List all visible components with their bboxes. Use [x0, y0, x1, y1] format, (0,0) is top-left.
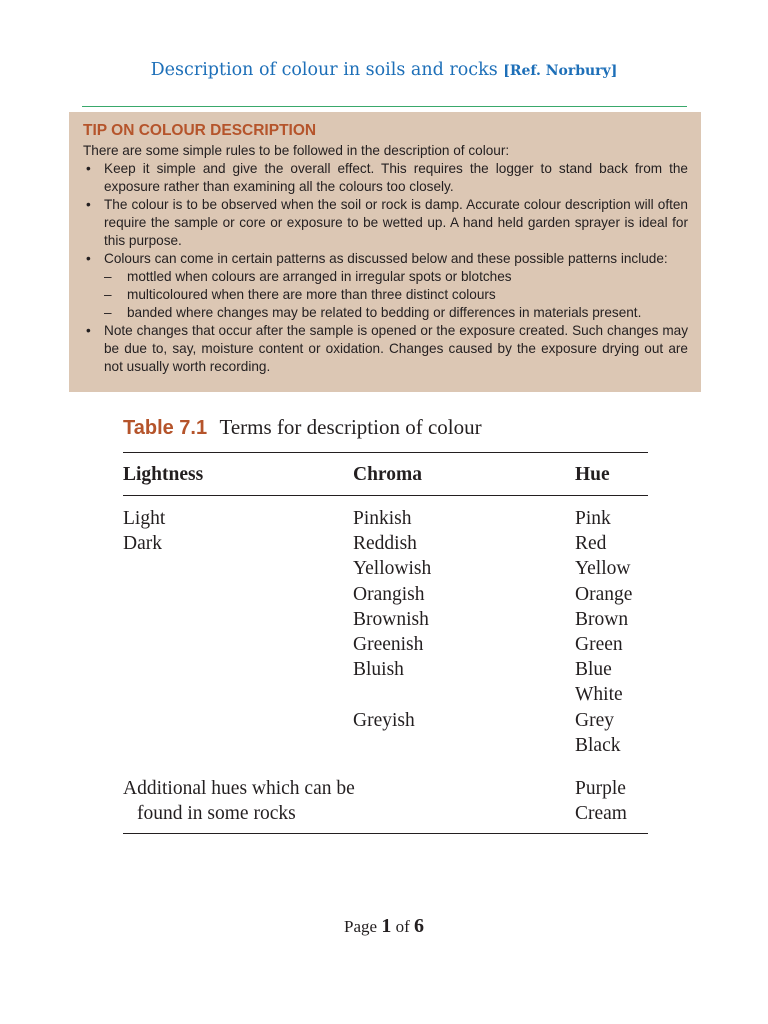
page-number	[0, 915, 768, 938]
table-header-rule	[123, 495, 648, 496]
pattern-sub-list	[104, 268, 688, 322]
chroma-cell: Greyish	[353, 709, 415, 731]
additional-hues-label-continued: found in some rocks	[137, 803, 296, 824]
hue-cell: Orange	[575, 583, 633, 605]
tip-item-text: The colour is to be observed when the soil or rock is damp. Accurate colour description will often require the sample or core or exposure to be wetted up. A hand held garden sprayer is ideal for this purpose.	[104, 197, 688, 248]
column-header-lightness: Lightness	[123, 464, 204, 485]
bullet-icon: •	[86, 251, 91, 266]
page-label: Page	[344, 917, 378, 936]
dash-icon: –	[104, 305, 112, 320]
table-top-rule	[123, 452, 648, 453]
tip-heading: TIP ON COLOUR DESCRIPTION	[83, 122, 317, 139]
hue-cell: Red	[575, 533, 607, 555]
total-pages: 6	[413, 915, 424, 937]
tip-item-text: Note changes that occur after the sample is opened or the exposure created. Such changes may be due to, say, moisture content or oxidation. Changes caused by the exposure drying out are not usually worth recording.	[104, 323, 688, 374]
tip-item	[83, 196, 688, 250]
chroma-cell: Reddish	[353, 533, 417, 555]
hue-cell: Yellow	[575, 558, 631, 580]
current-page: 1	[381, 915, 392, 937]
document-title	[0, 60, 768, 80]
hue-cell: White	[575, 684, 623, 706]
tip-item	[83, 322, 688, 376]
tip-box	[69, 112, 701, 392]
hue-cell: Pink	[575, 508, 611, 529]
sub-item-text: multicoloured when there are more than three distinct colours	[127, 287, 496, 302]
hue-cell: Black	[575, 734, 621, 756]
additional-hue-cell: Cream	[575, 803, 627, 824]
bullet-icon: •	[86, 161, 91, 176]
sub-item	[104, 286, 688, 304]
chroma-cell: Orangish	[353, 583, 425, 605]
column-header-chroma: Chroma	[353, 464, 422, 485]
lightness-cell: Dark	[123, 533, 162, 555]
hue-cell: Blue	[575, 659, 612, 681]
tip-item	[83, 160, 688, 196]
hue-cell: Brown	[575, 608, 629, 630]
dash-icon: –	[104, 269, 112, 284]
tip-item-text: Keep it simple and give the overall effect. This requires the logger to stand back from the exposure rather than examining all the colours too closely.	[104, 161, 688, 194]
hue-cell: Green	[575, 634, 623, 655]
chroma-cell: Greenish	[353, 634, 424, 655]
tip-list	[83, 160, 688, 376]
sub-item-text: banded where changes may be related to bedding or differences in materials present.	[127, 305, 642, 320]
lightness-cell: Light	[123, 508, 166, 529]
sub-item	[104, 268, 688, 286]
title-text: Description of colour in soils and rocks	[150, 60, 498, 80]
tip-item	[83, 250, 688, 322]
title-reference: [Ref. Norbury]	[503, 63, 618, 79]
of-label: of	[395, 917, 410, 936]
additional-hue-cell: Purple	[575, 778, 626, 799]
hue-cell: Grey	[575, 709, 614, 731]
dash-icon: –	[104, 287, 112, 302]
table-bottom-rule	[123, 833, 648, 834]
additional-hues-label: Additional hues which can be	[123, 778, 355, 799]
table-number: Table 7.1	[123, 417, 208, 439]
bullet-icon: •	[86, 197, 91, 212]
table-caption	[123, 414, 683, 441]
bullet-icon: •	[86, 323, 91, 338]
chroma-cell: Yellowish	[353, 558, 432, 580]
chroma-cell: Brownish	[353, 608, 429, 630]
chroma-cell: Bluish	[353, 659, 404, 681]
tip-item-text: Colours can come in certain patterns as discussed below and these possible patterns include:	[104, 251, 668, 266]
tip-intro: There are some simple rules to be followed in the description of colour:	[83, 143, 510, 158]
sub-item	[104, 304, 688, 322]
sub-item-text: mottled when colours are arranged in irregular spots or blotches	[127, 269, 512, 284]
column-header-hue: Hue	[575, 464, 610, 485]
table-caption-text: Terms for description of colour	[219, 415, 482, 439]
chroma-cell: Pinkish	[353, 508, 412, 529]
title-underline	[82, 106, 687, 107]
